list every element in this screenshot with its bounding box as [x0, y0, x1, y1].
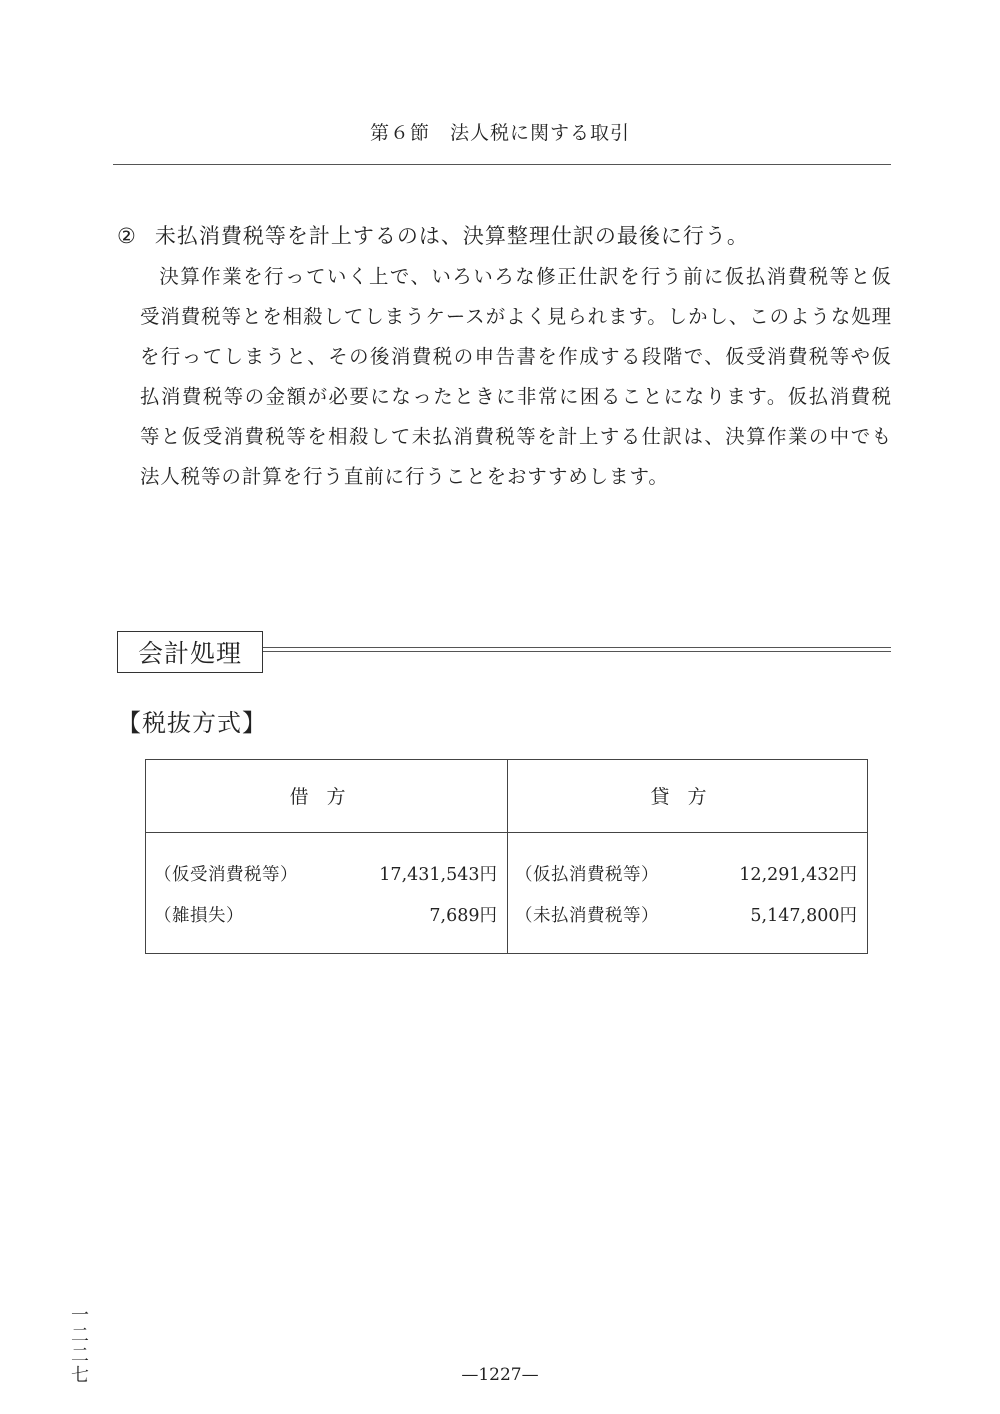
credit-account: （仮払消費税等） [515, 865, 659, 885]
page-number: —1227— [461, 1365, 539, 1385]
journal-entry-table [145, 759, 868, 954]
section-rule [263, 651, 891, 652]
debit-header: 借方 [289, 786, 364, 808]
debit-amount: 7,689円 [429, 906, 497, 926]
credit-account: （未払消費税等） [515, 906, 659, 926]
side-page-number: 一二二七 [71, 1305, 89, 1386]
point-heading [117, 220, 749, 250]
credit-amount: 12,291,432円 [739, 865, 857, 885]
credit-amount: 5,147,800円 [750, 906, 857, 926]
page-header: 第６節 法人税に関する取引 [369, 122, 630, 144]
debit-account: （仮受消費税等） [154, 865, 298, 885]
section-title: 会計処理 [117, 631, 263, 673]
subheading: 【税抜方式】 [117, 709, 267, 737]
debit-account: （雑損失） [154, 906, 244, 926]
debit-amount: 17,431,543円 [379, 865, 497, 885]
header-rule [113, 164, 891, 165]
table-divider [146, 832, 867, 833]
point-text: 未払消費税等を計上するのは、決算整理仕訳の最後に行う。 [154, 224, 749, 248]
credit-header: 貸方 [650, 786, 725, 808]
point-number: ② [117, 224, 137, 248]
section-rule [263, 647, 891, 648]
body-paragraph: 決算作業を行っていく上で、いろいろな修正仕訳を行う前に仮払消費税等と仮受消費税等とを相殺してしまうケースがよく見られます。しかし、このような処理を行ってしまうと、その後消費税の申告書を作成する段階で、仮受消費税等や仮払消費税等の金額が必要になったときに非常に困ることになります。仮払消費税等と仮受消費税等を相殺して未払消費税等を計上する仕訳は、決算作業の中でも法人税等の計算を行う直前に行うことをおすすめします。 [140, 265, 892, 488]
